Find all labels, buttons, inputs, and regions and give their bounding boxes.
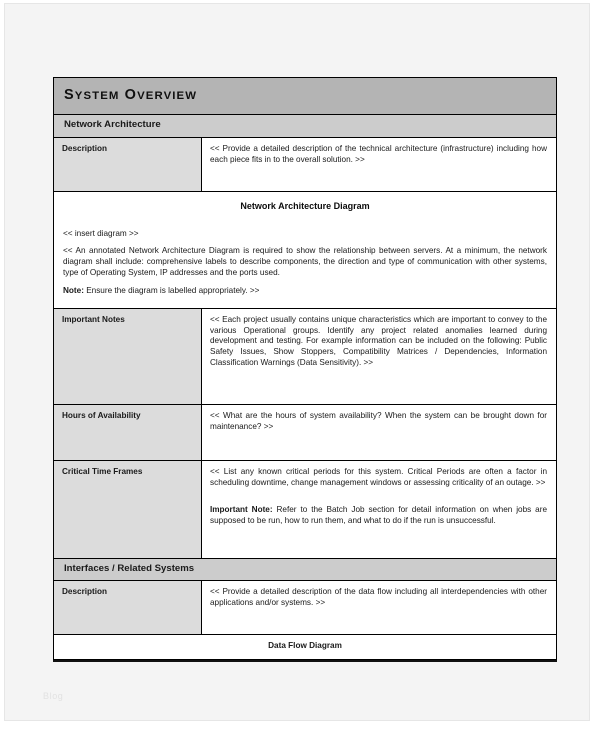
row-value-important-notes (202, 308, 557, 404)
network-diagram-insert-placeholder: << insert diagram >> (63, 228, 139, 238)
page-watermark: Blog (43, 691, 64, 701)
network-description-text: << Provide a detailed description of the technical architecture (infrastructure) including how each piece fits in to the overall solution. >> (210, 143, 547, 164)
row-label-hours-of-availability: Hours of Availability (54, 404, 202, 460)
table-row-important-notes (54, 308, 557, 404)
section-header-interfaces-related-systems: Interfaces / Related Systems (54, 558, 557, 581)
data-flow-diagram-title: Data Flow Diagram (54, 635, 557, 660)
table-row-network-description (54, 137, 557, 191)
table-row-section-interfaces (54, 558, 557, 581)
row-label-important-notes: Important Notes (54, 308, 202, 404)
network-diagram-title: Network Architecture Diagram (240, 200, 370, 211)
row-value-hours-of-availability (202, 404, 557, 460)
table-row-title (54, 78, 557, 115)
row-value-critical-time-frames (202, 460, 557, 558)
critical-time-frames-note (210, 505, 547, 527)
row-value-interfaces-description (202, 581, 557, 635)
network-diagram-note-prefix: Note: (63, 285, 84, 295)
network-diagram-requirement-text: << An annotated Network Architecture Diagram is required to show the relationship between servers. At a minimum, the network diagram shall include: comprehensive labels to describe components, the direction and type of communication with other systems, type of Operating System, IP addresses and the ports used. (63, 246, 547, 278)
table-row-hours-of-availability (54, 404, 557, 460)
document-title-cell (54, 78, 557, 115)
system-overview-table (53, 77, 557, 660)
hours-of-availability-text: << What are the hours of system availability? When the system can be brought down for maintenance? >> (210, 410, 547, 431)
table-row-data-flow-diagram (54, 635, 557, 660)
row-label-critical-time-frames: Critical Time Frames (54, 460, 202, 558)
network-diagram-note-text: Ensure the diagram is labelled appropriately. >> (83, 285, 260, 295)
interfaces-description-text: << Provide a detailed description of the data flow including all interdependencies with other applications and/or systems. >> (210, 587, 547, 608)
critical-time-frames-text: << List any known critical periods for this system. Critical Periods are often a factor in scheduling downtime, change management windows or assessing criticality of an outage. >> (210, 466, 547, 487)
important-notes-text: << Each project usually contains unique characteristics which are important to convey to the various Operational groups. Identify any project related anomalies learned during development and testing. For example information can be included on the following: Public Safety Issues, Show Stoppers, Compatibility Matrices / Dependencies, Information Classification Warnings (Data Sensitivity). >> (210, 314, 547, 368)
document-page (4, 3, 590, 721)
row-value-network-description (202, 137, 557, 191)
table-row-interfaces-description (54, 581, 557, 635)
critical-time-frames-note-text: Refer to the Batch Job section for detail information on when jobs are supposed to be run, how to run them, and what to do if the run is unsuccessful. (210, 505, 547, 526)
table-row-critical-time-frames (54, 460, 557, 558)
document-bottom-rule (53, 660, 557, 662)
section-header-network-architecture: Network Architecture (54, 115, 557, 138)
row-label-description: Description (54, 137, 202, 191)
network-diagram-note (63, 286, 547, 297)
page-title: SYSTEM OVERVIEW (64, 87, 198, 103)
row-label-interfaces-description: Description (54, 581, 202, 635)
network-architecture-diagram-cell (54, 191, 557, 308)
table-row-section-network-architecture (54, 115, 557, 138)
table-row-network-diagram (54, 191, 557, 308)
critical-time-frames-note-prefix: Important Note: (210, 505, 273, 515)
